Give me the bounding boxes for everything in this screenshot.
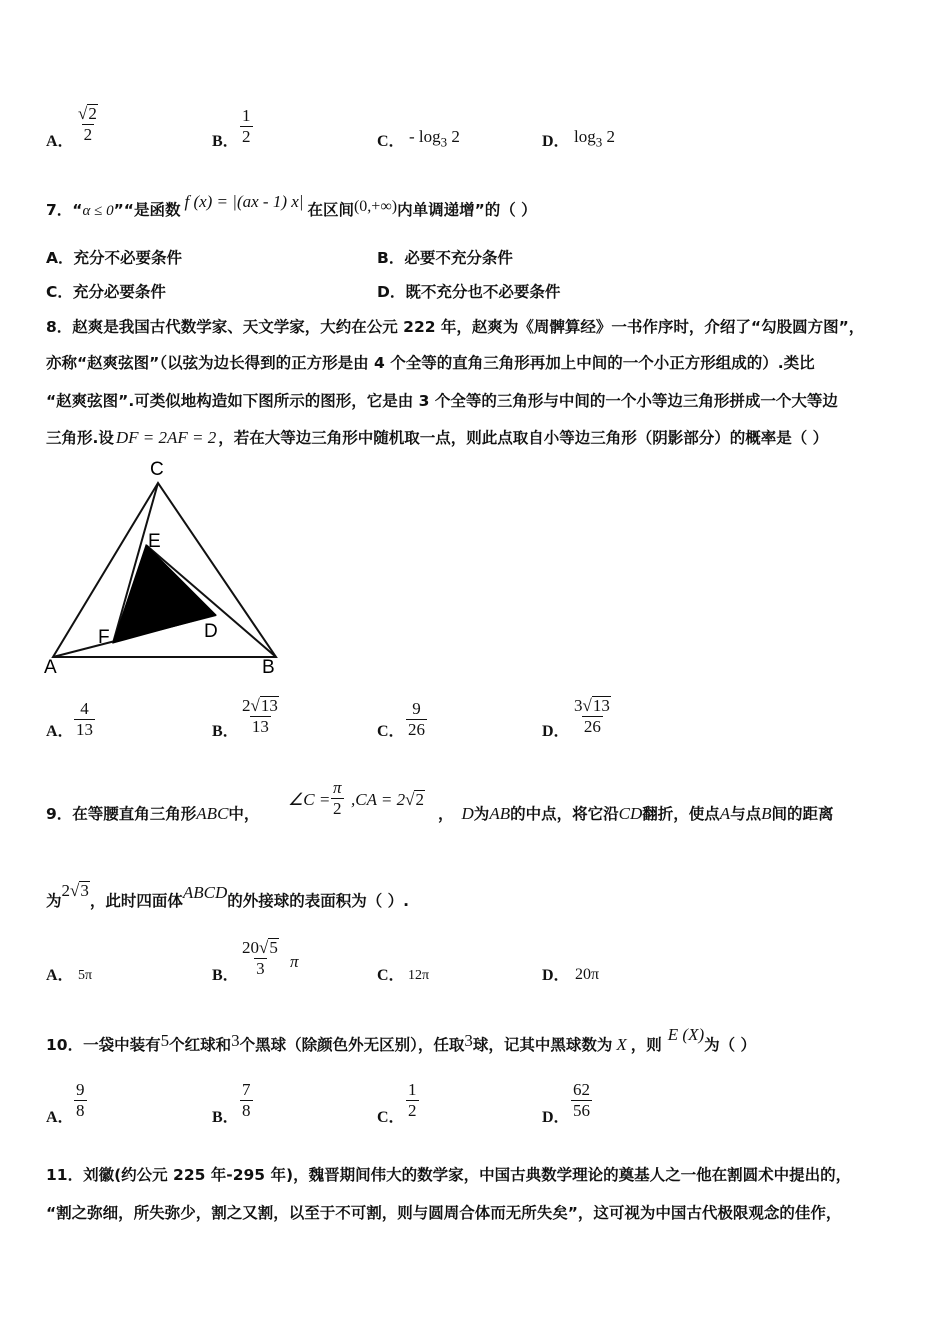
- label-b: B: [262, 657, 275, 677]
- q10-option-d-fraction: [571, 1080, 592, 1121]
- q6-a-denominator: 2: [83, 125, 93, 144]
- q10-text-2: 个红球和: [169, 1036, 232, 1054]
- q9-a: A: [719, 804, 731, 823]
- q8-line-3: “赵爽弦图”.可类似地构造如下图所示的图形，它是由 3 个全等的三角形与中间的一个小等边三角形拼成一个大等边: [46, 392, 838, 410]
- q6-d-text: log: [574, 127, 596, 146]
- q10-option-a-label: A．: [46, 1109, 74, 1126]
- q9-ca-radicand: 2: [415, 790, 424, 809]
- q10-a-denominator: 8: [76, 1101, 85, 1120]
- q9-abcd: ABCD: [182, 883, 228, 902]
- q6-option-b-fraction: [240, 106, 253, 147]
- q9-distance: 2√3: [61, 881, 89, 900]
- q10-option-d-label: D．: [542, 1109, 570, 1126]
- q8-option-a-fraction: [74, 699, 95, 740]
- q6-b-denominator: 2: [242, 127, 251, 146]
- q8-b-denominator: 13: [251, 717, 269, 736]
- q9-line-2: [46, 881, 410, 911]
- q8-line-4b: ，若在大等边三角形中随机取一点，则此点取自小等边三角形（阴影部分）的概率是（ ）: [218, 429, 829, 447]
- q9-cd: CD: [618, 804, 643, 823]
- q9-pi: π: [333, 778, 342, 797]
- q8-option-d-label: D．: [542, 723, 570, 740]
- q9-option-c-label: C．: [377, 967, 405, 984]
- q9-ca-equation: ,CA = 2√2: [351, 790, 424, 809]
- q10-a-numerator: 9: [76, 1080, 85, 1099]
- q9-text-2: 中，: [228, 805, 260, 823]
- q8-line-2: 亦称“赵爽弦图”（以弦为边长得到的正方形是由 4 个全等的直角三角形再加上中间的一个小正方形组成的）.类比: [46, 354, 815, 372]
- q8-option-b-label: B．: [212, 723, 239, 740]
- q6-d-arg: 2: [606, 127, 615, 146]
- q9-ab: AB: [489, 804, 511, 823]
- q10-expectation: E (X): [667, 1025, 705, 1044]
- q9-option-a-value: 5π: [78, 968, 93, 983]
- q9-b-pi: π: [290, 952, 299, 971]
- q10-option-c-fraction: [406, 1080, 419, 1121]
- q9-abc: ABC: [196, 804, 229, 823]
- label-d: D: [204, 621, 218, 642]
- q6-c-text: - log: [409, 127, 441, 146]
- q6-option-a-fraction: $\frac{√2}{2}$: [78, 104, 97, 144]
- q6-b-numerator: 1: [242, 106, 251, 125]
- q10-text-3: 个黑球（除颜色外无区别），任取: [239, 1036, 465, 1054]
- q10-text-5: ，则: [630, 1036, 662, 1054]
- q8-option-d-fraction: $\frac{3√13}{26}$: [574, 696, 610, 736]
- q10-option-a-fraction: [74, 1080, 87, 1121]
- q10-c-denominator: 2: [408, 1101, 417, 1120]
- q7-text-3: 在区间: [307, 201, 354, 219]
- q8-line-4: [46, 426, 828, 448]
- q8-option-c-label: C．: [377, 723, 405, 740]
- q10-b-denominator: 8: [242, 1101, 251, 1120]
- q10-five: 5: [160, 1031, 170, 1050]
- q9-option-b-label: B．: [212, 967, 239, 984]
- q8-c-denominator: 26: [408, 720, 425, 739]
- q9-text-10: ，此时四面体: [89, 892, 183, 910]
- q8-b-coef: 2: [242, 696, 251, 715]
- q9-text-8: 间的距离: [771, 805, 834, 823]
- q9-line-1: [46, 802, 259, 824]
- q8-option-b-fraction: $\frac{2√13}{13}$: [242, 696, 278, 736]
- q6-c-sub: 3: [440, 134, 448, 150]
- q10-three-2: 3: [464, 1031, 473, 1050]
- q8-triangle-figure: [40, 455, 290, 677]
- q9-line-1-rest: [438, 802, 834, 824]
- q8-option-c-fraction: [406, 699, 427, 740]
- label-a: A: [44, 657, 57, 677]
- q8-d-radicand: 13: [592, 696, 610, 715]
- q6-option-c-value: [409, 127, 460, 150]
- q10-option-b-label: B．: [212, 1109, 239, 1126]
- q8-a-numerator: 4: [80, 699, 89, 718]
- q6-option-d-label: D．: [542, 133, 570, 150]
- q7-option-a: A．充分不必要条件: [46, 249, 182, 267]
- q9-pi-over-2: [331, 778, 344, 819]
- q8-equation: DF = 2AF = 2: [115, 428, 217, 447]
- q9-b-radicand: 5: [269, 938, 278, 957]
- q10-option-b-fraction: [240, 1080, 253, 1121]
- q9-ca: ,CA = 2: [351, 790, 406, 809]
- q9-option-d-value: 20π: [575, 966, 600, 983]
- q7-option-c: C．充分必要条件: [46, 283, 166, 301]
- q10-text-4: 球，记其中黑球数为: [472, 1036, 613, 1054]
- q7-option-b: B．必要不充分条件: [377, 249, 513, 267]
- q7-stem: [46, 192, 537, 220]
- q6-option-b-label: B．: [212, 133, 239, 150]
- q11-line-2: “割之弥细，所失弥少，割之又割，以至于不可割，则与圆周合体而无所失矣”，这可视为中国古代极限观念的佳作，: [46, 1204, 842, 1222]
- q9-dist-coef: 2: [61, 881, 71, 900]
- q8-b-radicand: 13: [260, 696, 278, 715]
- q8-c-numerator: 9: [412, 699, 421, 718]
- q6-option-d-value: [574, 127, 615, 150]
- q6-c-arg: 2: [451, 127, 460, 146]
- label-e: E: [148, 531, 161, 552]
- q6-option-a-label: A．: [46, 133, 74, 150]
- q8-line-4a: 三角形.设: [46, 429, 114, 447]
- q10-d-numerator: 62: [573, 1080, 590, 1099]
- q8-a-denominator: 13: [76, 720, 93, 739]
- q9-dist-radicand: 3: [80, 881, 89, 900]
- q11-line-1: 11．刘徽(约公元 225 年-295 年)，魏晋期间伟大的数学家，中国古典数学理论的奠基人之一他在割圆术中提出的，: [46, 1166, 852, 1184]
- q9-text-7: 与点: [730, 805, 762, 823]
- q9-option-a-label: A．: [46, 967, 74, 984]
- q9-b-coef: 20: [242, 938, 259, 957]
- q9-d: D: [461, 804, 474, 823]
- q9-text-5: 的中点，将它沿: [510, 805, 619, 823]
- q9-text-6: 翻折，使点: [642, 805, 720, 823]
- q9-angle: ∠C =: [288, 790, 331, 809]
- q7-interval: (0,+∞): [353, 198, 398, 215]
- q10-c-numerator: 1: [408, 1080, 417, 1099]
- q10-text-1: 10．一袋中装有: [46, 1036, 161, 1054]
- q9-text-4: 为: [473, 805, 490, 823]
- q6-option-c-label: C．: [377, 133, 405, 150]
- q10-three: 3: [231, 1031, 240, 1050]
- q8-line-1: 8．赵爽是我国古代数学家、天文学家，大约在公元 222 年，赵爽为《周髀算经》一书作序时，介绍了“勾股圆方图”，: [46, 318, 865, 336]
- q10-d-denominator: 56: [573, 1101, 590, 1120]
- q7-text-2: ”“是函数: [113, 201, 181, 219]
- q9-b: B: [761, 804, 772, 823]
- q6-d-sub: 3: [595, 134, 603, 150]
- q7-option-d: D．既不充分也不必要条件: [377, 283, 561, 301]
- q9-b-denominator: 3: [256, 959, 265, 978]
- label-f: F: [98, 627, 110, 648]
- q7-alpha-condition: α ≤ 0: [82, 203, 114, 219]
- q10-stem: [46, 1025, 757, 1055]
- q10-x: X: [616, 1035, 627, 1054]
- q9-text-1: 9．在等腰直角三角形: [46, 805, 197, 823]
- q9-option-b-fraction: $\frac{20√5}{3}$: [242, 938, 278, 978]
- q8-d-coef: 3: [574, 696, 583, 715]
- q8-d-denominator: 26: [583, 717, 601, 736]
- q8-option-a-label: A．: [46, 723, 74, 740]
- q9-text-3: ，: [438, 805, 454, 823]
- q9-option-d-label: D．: [542, 967, 570, 984]
- q7-quote-open: “: [72, 201, 83, 219]
- q9-text-9: 为: [46, 892, 62, 910]
- q9-two: 2: [333, 799, 342, 818]
- q9-text-11: 的外接球的表面积为（ ）.: [227, 892, 410, 910]
- label-c: C: [150, 459, 164, 480]
- q10-text-6: 为（ ）: [704, 1036, 757, 1054]
- q10-b-numerator: 7: [242, 1080, 251, 1099]
- q7-function: f (x) = |(ax - 1) x|: [184, 192, 304, 211]
- q6-a-radicand: 2: [88, 104, 97, 123]
- q10-option-c-label: C．: [377, 1109, 405, 1126]
- q7-number: 7．: [46, 201, 73, 219]
- q9-option-c-value: 12π: [408, 968, 430, 983]
- q7-text-4: 内单调递增”的（ ）: [397, 201, 537, 219]
